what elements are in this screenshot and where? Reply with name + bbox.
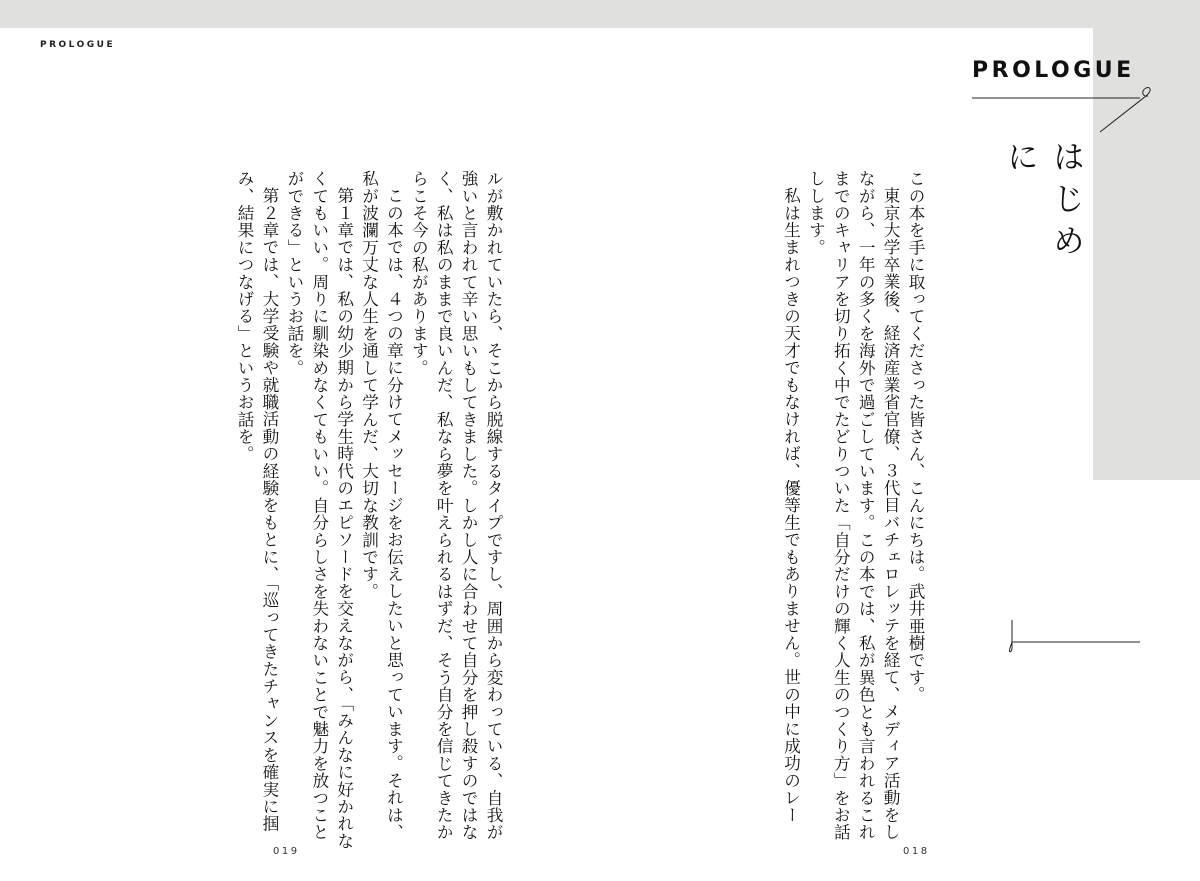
paragraph: ルが敷かれていたら、そこから脱線するタイプですし、周囲から変わっている、自我が強いと言われて辛い思いもしてきました。しかし人に合わせて自分を押し殺すのではなく、私は私のままで良いんだ、私なら夢を叶えられるはずだ、そう自分を信じてきたからこそ今の私があります。 bbox=[409, 170, 503, 841]
paragraph: この本では、４つの章に分けてメッセージをお伝えしたいと思っています。それは、私が波瀾万丈な人生を通して学んだ、大切な教訓です。 bbox=[359, 170, 404, 841]
paragraph: 第２章では、大学受験や就職活動の経験をもとに、「巡ってきたチャンスを確実に掴み、結果につなげる」というお話を。 bbox=[235, 170, 279, 832]
paragraph: 私は生まれつきの天才でもなければ、優等生でもありません。世の中に成功のレー bbox=[781, 186, 801, 823]
page-number-left: 019 bbox=[273, 846, 300, 857]
right-page-body bbox=[707, 170, 927, 850]
paragraph: 第１章では、私の幼少期から学生時代のエピソードを交えながら、「みんなに好かれなくてもいい。周りに馴染めなくてもいい。自分らしさを失わないことで魅力を放つことができる」というお話を。 bbox=[284, 170, 354, 850]
title-ornament bbox=[1009, 620, 1140, 652]
paragraph: 東京大学卒業後、経済産業省官僚、３代目バチェロレッテを経て、メディア活動をしながら、一年の多くを海外で過ごしています。この本では、私が異色とも言われるこれまでのキャリアを切り拓く中でたどりついた「自分だけの輝く人生のつくり方」をお話しします。 bbox=[806, 170, 901, 841]
section-label: PROLOGUE bbox=[972, 58, 1135, 83]
page-number-right: 018 bbox=[903, 846, 930, 857]
paragraph: この本を手に取ってくださった皆さん、こんにちは。武井亜樹です。 bbox=[906, 170, 925, 704]
running-head: PROLOGUE bbox=[40, 40, 116, 50]
title-flourish bbox=[1100, 88, 1150, 132]
chapter-title: はじめに bbox=[1002, 140, 1086, 266]
left-page-body bbox=[100, 170, 505, 850]
